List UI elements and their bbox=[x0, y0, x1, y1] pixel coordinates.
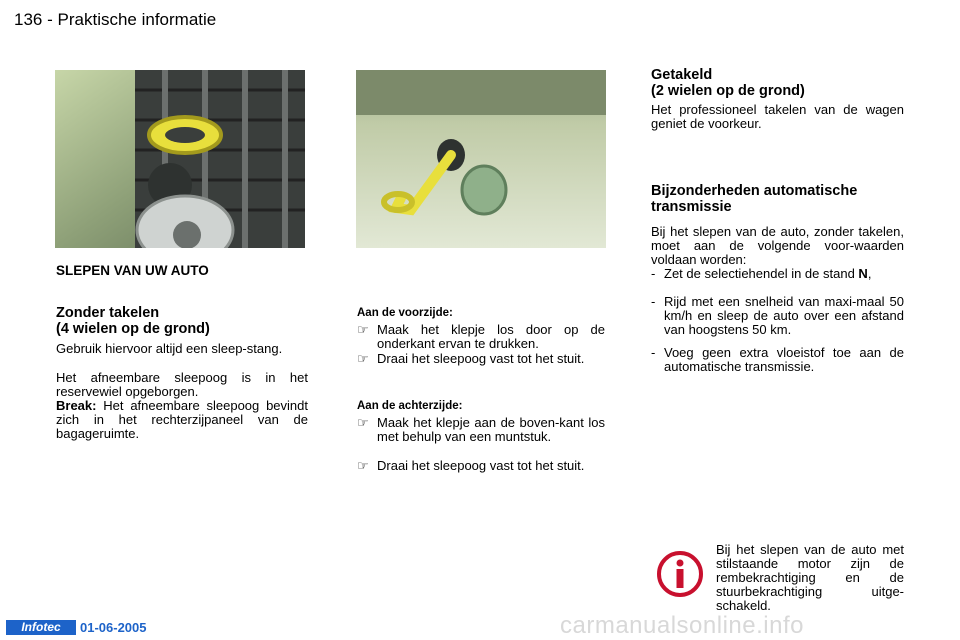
condition-2-text: Rijd met een snelheid van maxi-maal 50 km/h en sleep de auto over een afstand van hoogstens 50 km. bbox=[664, 294, 904, 337]
paragraph-towing-eye-location: Het afneembare sleepoog is in het reservewiel opgeborgen. bbox=[56, 370, 308, 399]
condition-1 bbox=[651, 267, 904, 281]
page-header bbox=[14, 10, 216, 30]
condition-3-text: Voeg geen extra vloeistof toe aan de automatische transmissie. bbox=[664, 345, 904, 374]
front-towing-eye-photo bbox=[55, 70, 305, 248]
paragraph-break bbox=[56, 399, 308, 441]
paragraph-conditions: Bij het slepen van de auto, zonder takelen, moet aan de volgende voor-waarden voldaan worden: bbox=[651, 224, 904, 267]
condition-1-bold: N bbox=[858, 266, 868, 281]
front-step-2-text: Draai het sleepoog vast tot het stuit. bbox=[377, 351, 585, 366]
heading-towed bbox=[651, 67, 805, 99]
hand-pointer-icon: ☞ bbox=[357, 322, 369, 337]
footer-date: 01-06-2005 bbox=[80, 620, 147, 635]
heading-auto-line-1: Bijzonderheden automatische bbox=[651, 183, 858, 199]
front-step-2 bbox=[357, 352, 605, 366]
watermark: carmanualsonline.info bbox=[560, 612, 804, 639]
header-separator: - bbox=[47, 10, 53, 29]
front-step-1 bbox=[357, 323, 605, 351]
break-label: Break: bbox=[56, 398, 97, 413]
front-step-1-text: Maak het klepje los door op de onderkant ervan te drukken. bbox=[377, 322, 605, 351]
break-text: Het afneembare sleepoog bevindt zich in het rechterzijpaneel van de bagageruimte. bbox=[56, 398, 308, 441]
rear-step-1 bbox=[357, 416, 605, 444]
rear-title: Aan de achterzijde: bbox=[357, 400, 463, 412]
main-title: SLEPEN VAN UW AUTO bbox=[56, 263, 209, 278]
condition-3 bbox=[651, 346, 904, 374]
section-title: Praktische informatie bbox=[57, 10, 217, 29]
rear-step-2-text: Draai het sleepoog vast tot het stuit. bbox=[377, 458, 585, 473]
dash-marker: - bbox=[651, 345, 656, 360]
hand-pointer-icon: ☞ bbox=[357, 351, 369, 366]
rear-step-1-text: Maak het klepje aan de boven-kant los met behulp van een muntstuk. bbox=[377, 415, 605, 444]
heading-automatic-transmission bbox=[651, 183, 857, 215]
front-title: Aan de voorzijde: bbox=[357, 307, 453, 319]
dash-marker: - bbox=[651, 266, 656, 281]
infotec-logo: Infotec bbox=[6, 620, 76, 635]
rear-step-2 bbox=[357, 459, 605, 473]
rear-towing-eye-photo bbox=[356, 70, 606, 248]
condition-2 bbox=[651, 295, 904, 337]
info-note: Bij het slepen van de auto met stilstaande motor zijn de rembekrachtiging en de stuurbekrachtiging uitge-schakeld. bbox=[716, 542, 904, 613]
hand-pointer-icon: ☞ bbox=[357, 458, 369, 473]
heading-line-1: Zonder takelen bbox=[56, 305, 160, 321]
paragraph-professional-towing: Het professioneel takelen van de wagen geniet de voorkeur. bbox=[651, 102, 904, 131]
dash-marker: - bbox=[651, 294, 656, 309]
info-icon bbox=[656, 550, 704, 598]
heading-towed-line-2: (2 wielen op de grond) bbox=[651, 83, 805, 99]
heading-line-2: (4 wielen op de grond) bbox=[56, 321, 210, 337]
paragraph-towbar: Gebruik hiervoor altijd een sleep-stang. bbox=[56, 341, 283, 356]
hand-pointer-icon: ☞ bbox=[357, 415, 369, 430]
condition-1-pre: Zet de selectiehendel in de stand bbox=[664, 266, 859, 281]
page-number: 136 bbox=[14, 10, 43, 29]
condition-1-text bbox=[651, 267, 904, 281]
heading-auto-line-2: transmissie bbox=[651, 199, 732, 215]
condition-1-post: , bbox=[867, 266, 872, 281]
heading-without-towing bbox=[56, 305, 210, 337]
heading-towed-line-1: Getakeld bbox=[651, 67, 713, 83]
